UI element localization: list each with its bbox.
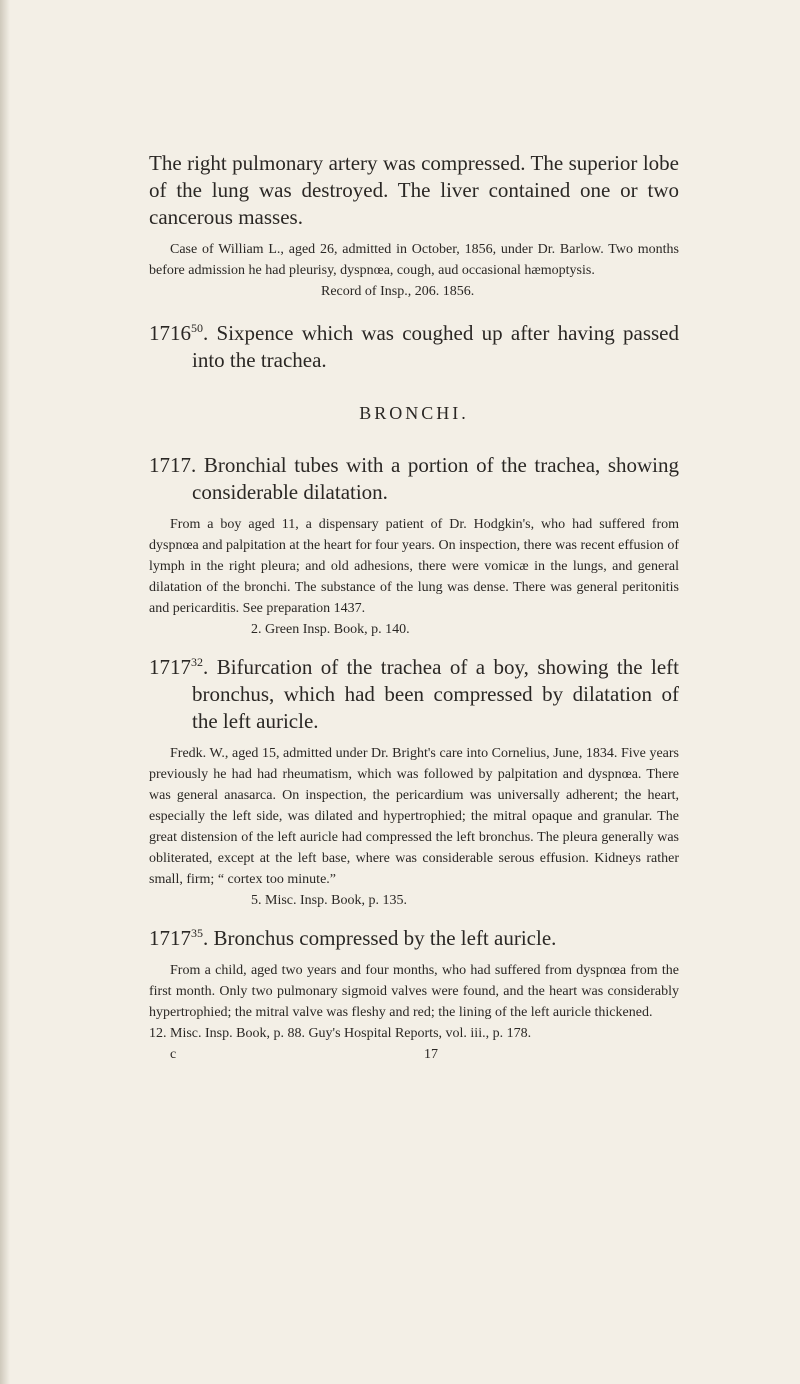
entry-1717-35-reference: 12. Misc. Insp. Book, p. 88. Guy's Hospital Reports, vol. iii., p. 178. bbox=[149, 1026, 532, 1041]
intro-reference: Record of Insp., 206. 1856. bbox=[321, 284, 475, 299]
entry-number: 1717$^{32}$. bbox=[149, 655, 209, 679]
entry-title: Sixpence which was coughed up after having passed into the trachea. bbox=[192, 321, 680, 372]
intro-text: The right pulmonary artery was compressed. The superior lobe of the lung was destroyed. The liver contained one or two cancerous masses. bbox=[149, 151, 679, 229]
entry-number: 1717. bbox=[149, 453, 197, 477]
entry-1717-32-reference: 5. Misc. Insp. Book, p. 135. bbox=[251, 893, 407, 908]
page-footer bbox=[149, 1044, 679, 1065]
entry-1717-32-description: Fredk. W., aged 15, admitted under Dr. Bright's care into Cornelius, June, 1834. Five years previously he had had rheumatism, which was followed by palpitation and dyspnœa. There was general anasarca. On inspection, the pericardium was universally adherent; the heart, especially the left side, was dilated and hypertrophied; the mitral opaque and granular. The great distension of the left auricle had compressed the left bronchus. The pleura generally was obliterated, except at the left base, where was considerable serous effusion. Kidneys rather small, firm; “ cortex too minute.” bbox=[149, 746, 679, 887]
entry-number: 1717$^{35}$. bbox=[149, 926, 209, 950]
section-heading: BRONCHI. bbox=[359, 403, 469, 423]
entry-1717-description: From a boy aged 11, a dispensary patient of Dr. Hodgkin's, who had suffered from dyspnœa and palpitation at the heart for four years. On inspection, there was recent effusion of lymph in the right pleura; and old adhesions, there were vomicæ in the lungs, and general dilatation of the bronchi. The substance of the lung was dense. There was general peritonitis and pericarditis. See preparation 1437. bbox=[149, 517, 679, 616]
entry-1717-35 bbox=[149, 925, 679, 952]
entry-1717-reference: 2. Green Insp. Book, p. 140. bbox=[251, 622, 410, 637]
entry-title: Bronchus compressed by the left auricle. bbox=[213, 926, 557, 950]
entry-number: 1716$^{50}$. bbox=[149, 321, 209, 345]
entry-title: Bifurcation of the trachea of a boy, showing the left bronchus, which had been compressed by dilatation of the left auricle. bbox=[192, 655, 679, 733]
entry-1716-50 bbox=[149, 320, 679, 374]
entry-title: Bronchial tubes with a portion of the trachea, showing considerable dilatation. bbox=[192, 453, 680, 504]
entry-1717 bbox=[149, 452, 679, 506]
entry-1717-35-description: From a child, aged two years and four months, who had suffered from dyspnœa from the first month. Only two pulmonary sigmoid valves were found, and the heart was considerably hypertrophied; the mitral valve was fleshy and red; the lining of the left auricle thickened. bbox=[149, 963, 679, 1020]
page-content bbox=[149, 150, 679, 1065]
page-edge-shadow bbox=[0, 0, 10, 1384]
entry-1717-32 bbox=[149, 654, 679, 735]
signature-mark: c bbox=[170, 1047, 177, 1062]
intro-case-note: Case of William L., aged 26, admitted in October, 1856, under Dr. Barlow. Two months before admission he had pleurisy, dyspnœa, cough, aud occasional hæmoptysis. bbox=[149, 242, 679, 278]
page-number: 17 bbox=[424, 1047, 438, 1062]
